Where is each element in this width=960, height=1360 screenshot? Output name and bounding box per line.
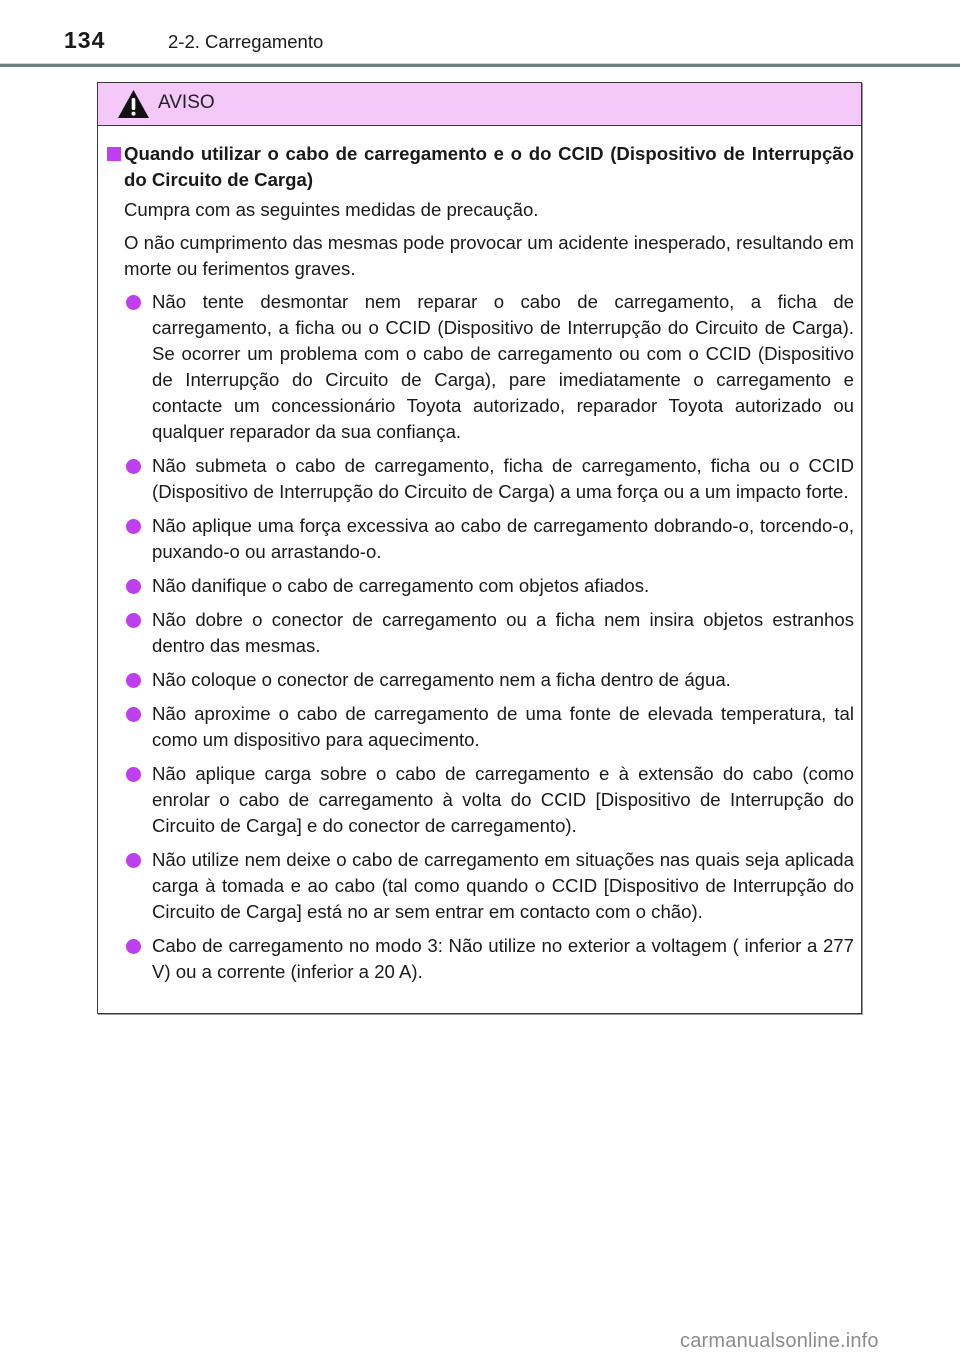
list-item-text: Não aproxime o cabo de carregamento de uma fonte de elevada temperatura, tal como um dispositivo para aquecimento.: [152, 703, 854, 750]
circle-bullet-icon: [126, 295, 141, 310]
list-item-text: Não coloque o conector de carregamento nem a ficha dentro de água.: [152, 669, 731, 690]
circle-bullet-icon: [126, 853, 141, 868]
warning-header: [98, 83, 861, 126]
list-item: [107, 701, 854, 753]
section-title: 2-2. Carregamento: [168, 31, 324, 52]
circle-bullet-icon: [126, 707, 141, 722]
warning-content: [98, 141, 863, 993]
warning-box: [97, 82, 862, 1014]
intro-paragraph: Cumpra com as seguintes medidas de precaução.: [124, 199, 539, 220]
circle-bullet-icon: [126, 459, 141, 474]
circle-bullet-icon: [126, 673, 141, 688]
list-item: [107, 453, 854, 505]
list-item: [107, 607, 854, 659]
list-item: [107, 761, 854, 839]
list-item-text: Não dobre o conector de carregamento ou a ficha nem insira objetos estranhos dentro das mesmas.: [152, 609, 854, 656]
page-number: 134: [64, 27, 106, 53]
list-item-text: Não utilize nem deixe o cabo de carregamento em situações nas quais seja aplicada carga à tomada e ao cabo (tal como quando o CCID [Dispositivo de Interrupção do Circuito de Carga] está no ar sem entrar em contacto com o chão).: [152, 849, 854, 922]
intro-paragraph: O não cumprimento das mesmas pode provocar um acidente inesperado, resultando em morte ou ferimentos graves.: [124, 232, 854, 279]
warning-heading-text: Quando utilizar o cabo de carregamento e o do CCID (Dispositivo de Interrupção do Circuito de Carga): [124, 143, 854, 190]
list-item: [107, 289, 854, 445]
square-bullet-icon: [107, 147, 121, 161]
list-item: [107, 933, 854, 985]
list-item: [107, 513, 854, 565]
list-item-text: Não danifique o cabo de carregamento com objetos afiados.: [152, 575, 650, 596]
list-item-text: Não tente desmontar nem reparar o cabo de carregamento, a ficha de carregamento, a ficha ou o CCID (Dispositivo de Interrupção do Circuito de Carga). Se ocorrer um problema com o cabo de carregamento ou com o CCID (Dispositivo de Interrupção do Circuito de Carga), pare imediatamente o carregamento e contacte um concessionário Toyota autorizado, reparador Toyota autorizado ou qualquer reparador da sua confiança.: [152, 291, 854, 442]
circle-bullet-icon: [126, 939, 141, 954]
circle-bullet-icon: [126, 767, 141, 782]
warning-title: AVISO: [158, 92, 215, 113]
circle-bullet-icon: [126, 613, 141, 628]
circle-bullet-icon: [126, 579, 141, 594]
list-item-text: Não submeta o cabo de carregamento, ficha de carregamento, ficha ou o CCID (Dispositivo de Interrupção do Circuito de Carga) a uma força ou a um impacto forte.: [152, 455, 854, 502]
warning-triangle-icon: [117, 89, 150, 119]
list-item-text: Não aplique uma força excessiva ao cabo de carregamento dobrando-o, torcendo-o, puxando-o ou arrastando-o.: [152, 515, 854, 562]
list-item-text: Não aplique carga sobre o cabo de carregamento e à extensão do cabo (como enrolar o cabo de carregamento à volta do CCID [Dispositivo de Interrupção do Circuito de Carga] e do conector de carregamento).: [152, 763, 854, 836]
watermark: carmanualsonline.info: [680, 1330, 879, 1352]
list-item: [107, 847, 854, 925]
header-rule: [0, 63, 960, 67]
list-item-text: Cabo de carregamento no modo 3: Não utilize no exterior a voltagem ( inferior a 277 V) ou a corrente (inferior a 20 A).: [152, 935, 854, 982]
list-item: [107, 667, 854, 693]
circle-bullet-icon: [126, 519, 141, 534]
warning-heading: [107, 141, 854, 193]
list-item: [107, 573, 854, 599]
